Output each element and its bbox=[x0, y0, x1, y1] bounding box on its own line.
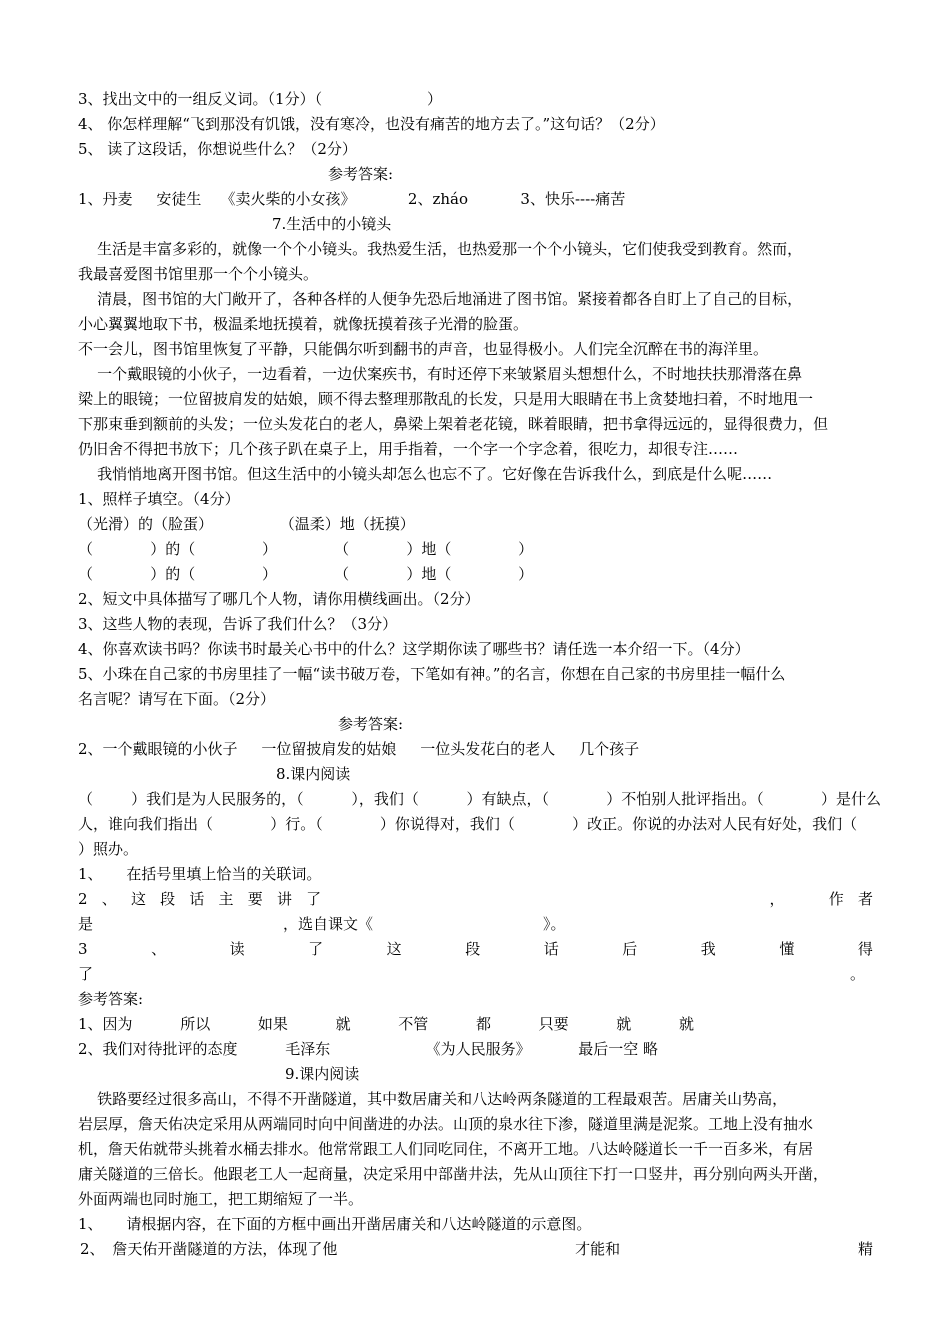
paragraph-line: 一个戴眼镜的小伙子，一边看着，一边伏案疾书，有时还停下来皱紧眉头想想什么，不时地扶扶那滑落在鼻 bbox=[78, 365, 803, 383]
fill-example: （光滑）的（脸蛋） （温柔）地（抚摸） bbox=[78, 515, 415, 533]
answer-heading: 参考答案: bbox=[338, 715, 404, 733]
paragraph-line: 铁路要经过很多高山，不得不开凿隧道，其中数居庸关和八达岭两条隧道的工程最艰苦。居庸关山势高， bbox=[78, 1090, 788, 1108]
question-1: 1、 请根据内容，在下面的方框中画出开凿居庸关和八达岭隧道的示意图。 bbox=[78, 1215, 592, 1233]
question-4: 4、你喜欢读书吗？你读书时最关心书中的什么？这学期你读了哪些书？请任选一本介绍一下。（4分） bbox=[78, 640, 750, 658]
question-2-cont: 是 ，选自课文《 》。 bbox=[78, 915, 566, 933]
question-2-line: 2、 詹天佑开凿隧道的方法，体现了他 才能和 精 bbox=[80, 1240, 873, 1258]
paragraph-line: 小心翼翼地取下书，极温柔地抚摸着，就像抚摸着孩子光滑的脸蛋。 bbox=[78, 315, 529, 333]
question-1: 1、 在括号里填上恰当的关联词。 bbox=[78, 865, 322, 883]
question-3-cont: 了 。 bbox=[78, 965, 866, 983]
paragraph-line: 生活是丰富多彩的，就像一个个小镜头。我热爱生活，也热爱那一个个小镜头，它们使我受到教育。然而， bbox=[78, 240, 803, 258]
paragraph-line: 下那束垂到额前的头发；一位头发花白的老人，鼻梁上架着老花镜，眯着眼睛，把书拿得远远的，显得很费力，但 bbox=[78, 415, 829, 433]
fill-blank-row: （ ）的（ ） （ ）地（ ） bbox=[78, 565, 534, 583]
question-1: 1、照样子填空。（4分） bbox=[78, 490, 240, 508]
paragraph-line: 不一会儿，图书馆里恢复了平静，只能偶尔听到翻书的声音，也显得极小。人们完全沉醉在书的海洋里。 bbox=[78, 340, 769, 358]
answer-heading: 参考答案: bbox=[78, 990, 144, 1008]
paragraph-line: 梁上的眼镜；一位留披肩发的姑娘，顾不得去整理那散乱的长发，只是用大眼睛在书上贪婪地扫着，不时地甩一 bbox=[78, 390, 814, 408]
question-3-line: 3 、 读 了 这 段 话 后 我 懂 得 bbox=[78, 940, 873, 958]
paragraph-line: 清晨，图书馆的大门敞开了，各种各样的人便争先恐后地涌进了图书馆。紧接着都各自盯上了自己的目标， bbox=[78, 290, 803, 308]
answer-heading: 参考答案: bbox=[328, 165, 394, 183]
answer-line: 1、丹麦 安徒生 《卖火柴的小女孩》 2、zháo 3、快乐----痛苦 bbox=[78, 190, 626, 208]
question-4: 4、 你怎样理解“飞到那没有饥饿，没有寒冷，也没有痛苦的地方去了。”这句话？（2分） bbox=[78, 115, 665, 133]
section-title-9: 9.课内阅读 bbox=[285, 1065, 360, 1083]
question-2: 2、短文中具体描写了哪几个人物，请你用横线画出。（2分） bbox=[78, 590, 480, 608]
answer-line: 1、因为 所以 如果 就 不管 都 只要 就 就 bbox=[78, 1015, 694, 1033]
paragraph-line: 外面两端也同时施工，把工期缩短了一半。 bbox=[78, 1190, 364, 1208]
paragraph-line: 岩层厚，詹天佑决定采用从两端同时向中间凿进的办法。山顶的泉水往下渗，隧道里满是泥浆。工地上没有抽水 bbox=[78, 1115, 814, 1133]
answer-line: 2、一个戴眼镜的小伙子 一位留披肩发的姑娘 一位头发花白的老人 几个孩子 bbox=[78, 740, 640, 758]
paragraph-line: 我悄悄地离开图书馆。但这生活中的小镜头却怎么也忘不了。它好像在告诉我什么，到底是什么呢…… bbox=[78, 465, 773, 483]
passage-line: （ ）我们是为人民服务的，（ ），我们（ ）有缺点，（ ）不怕别人批评指出。（ ）是什么 bbox=[78, 790, 881, 808]
passage-line: 人，谁向我们指出（ ）行。（ ）你说得对，我们（ ）改正。你说的办法对人民有好处，我们（ bbox=[78, 815, 858, 833]
paragraph-line: 仍旧舍不得把书放下；几个孩子趴在桌子上，用手指着，一个字一个字念着，很吃力，却很专注…… bbox=[78, 440, 739, 458]
question-5: 5、 读了这段话，你想说些什么？（2分） bbox=[78, 140, 357, 158]
section-title-7: 7.生活中的小镜头 bbox=[272, 215, 392, 233]
passage-line: ）照办。 bbox=[78, 840, 139, 858]
question-2-line: 2 、 这 段 话 主 要 讲 了 ， 作 者 bbox=[78, 890, 873, 908]
fill-blank-row: （ ）的（ ） （ ）地（ ） bbox=[78, 540, 534, 558]
paragraph-line: 机，詹天佑就带头挑着水桶去排水。他常常跟工人们同吃同住，不离开工地。八达岭隧道长一千一百多米，有居 bbox=[78, 1140, 814, 1158]
section-title-8: 8.课内阅读 bbox=[276, 765, 351, 783]
answer-line: 2、我们对待批评的态度 毛泽东 《为人民服务》 最后一空 略 bbox=[78, 1040, 659, 1058]
paragraph-line: 庸关隧道的三倍长。他跟老工人一起商量，决定采用中部凿井法，先从山顶往下打一口竖井，再分别向两头开凿， bbox=[78, 1165, 829, 1183]
question-5: 5、小珠在自己家的书房里挂了一幅“读书破万卷，下笔如有神。”的名言，你想在自己家的书房里挂一幅什么 bbox=[78, 665, 786, 683]
question-3: 3、找出文中的一组反义词。（1分）（ ） bbox=[78, 90, 442, 108]
question-3: 3、这些人物的表现，告诉了我们什么？（3分） bbox=[78, 615, 398, 633]
question-5-cont: 名言呢？请写在下面。（2分） bbox=[78, 690, 276, 708]
paragraph-line: 我最喜爱图书馆里那一个个小镜头。 bbox=[78, 265, 319, 283]
